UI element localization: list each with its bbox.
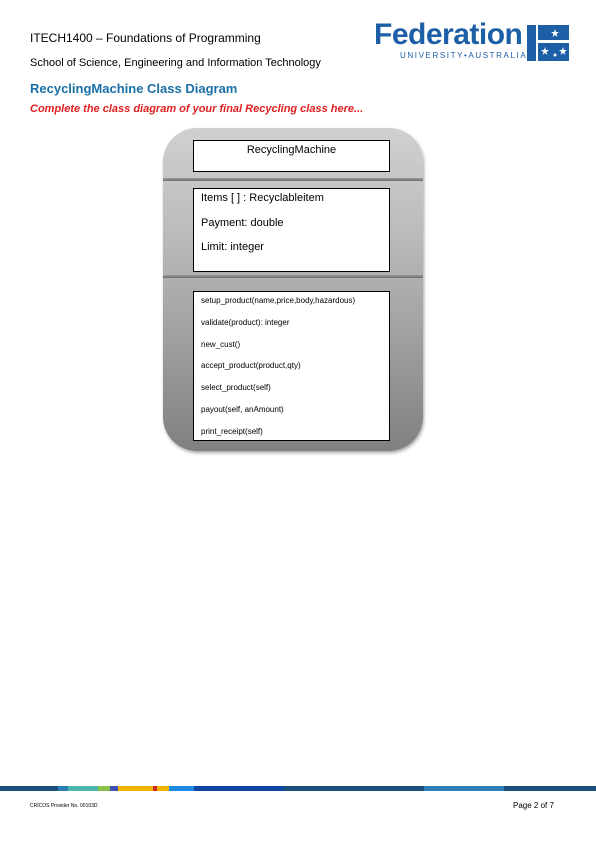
method-item: new_cust() — [201, 339, 241, 349]
course-title: ITECH1400 – Foundations of Programming — [30, 31, 261, 45]
attribute-item: Items [ ] : Recyclableitem — [201, 192, 324, 204]
footer-color-stripe — [0, 786, 596, 791]
method-item: select_product(self) — [201, 383, 271, 393]
stripe-segment — [118, 786, 153, 791]
diagram-divider — [163, 178, 423, 181]
stripe-segment — [169, 786, 194, 791]
stripe-segment — [157, 786, 169, 791]
stripe-segment — [424, 786, 504, 791]
method-item: print_receipt(self) — [201, 426, 263, 436]
stripe-segment — [58, 786, 68, 791]
method-item: validate(product): integer — [201, 317, 290, 327]
attributes-box — [193, 188, 390, 272]
diagram-divider — [163, 275, 423, 278]
stripe-segment — [194, 786, 284, 791]
attribute-item: Limit: integer — [201, 241, 264, 253]
university-logo-subtitle: UNIVERSITY•AUSTRALIA — [400, 51, 528, 60]
school-name: School of Science, Engineering and Information Technology — [30, 57, 321, 69]
stripe-segment — [110, 786, 118, 791]
section-heading: RecyclingMachine Class Diagram — [30, 81, 238, 96]
stripe-segment — [98, 786, 110, 791]
method-item: payout(self, anAmount) — [201, 404, 284, 414]
attribute-item: Payment: double — [201, 216, 284, 229]
stripe-segment — [504, 786, 596, 791]
instruction-text: Complete the class diagram of your final Recycling class here... — [30, 103, 364, 115]
southern-cross-flag-icon — [527, 25, 569, 61]
page-number: Page 2 of 7 — [513, 801, 554, 810]
cricos-provider: CRICOS Provider No. 00103D — [30, 803, 98, 809]
methods-box — [193, 291, 390, 441]
stripe-segment — [284, 786, 424, 791]
stripe-segment — [0, 786, 58, 791]
class-name-box — [193, 140, 390, 172]
university-logo-wordmark: Federation — [374, 18, 523, 51]
class-name: RecyclingMachine — [246, 144, 337, 156]
method-item: accept_product(product,qty) — [201, 361, 301, 371]
class-diagram — [163, 128, 423, 451]
stripe-segment — [68, 786, 98, 791]
method-item: setup_product(name,price,body,hazardous) — [201, 296, 356, 305]
